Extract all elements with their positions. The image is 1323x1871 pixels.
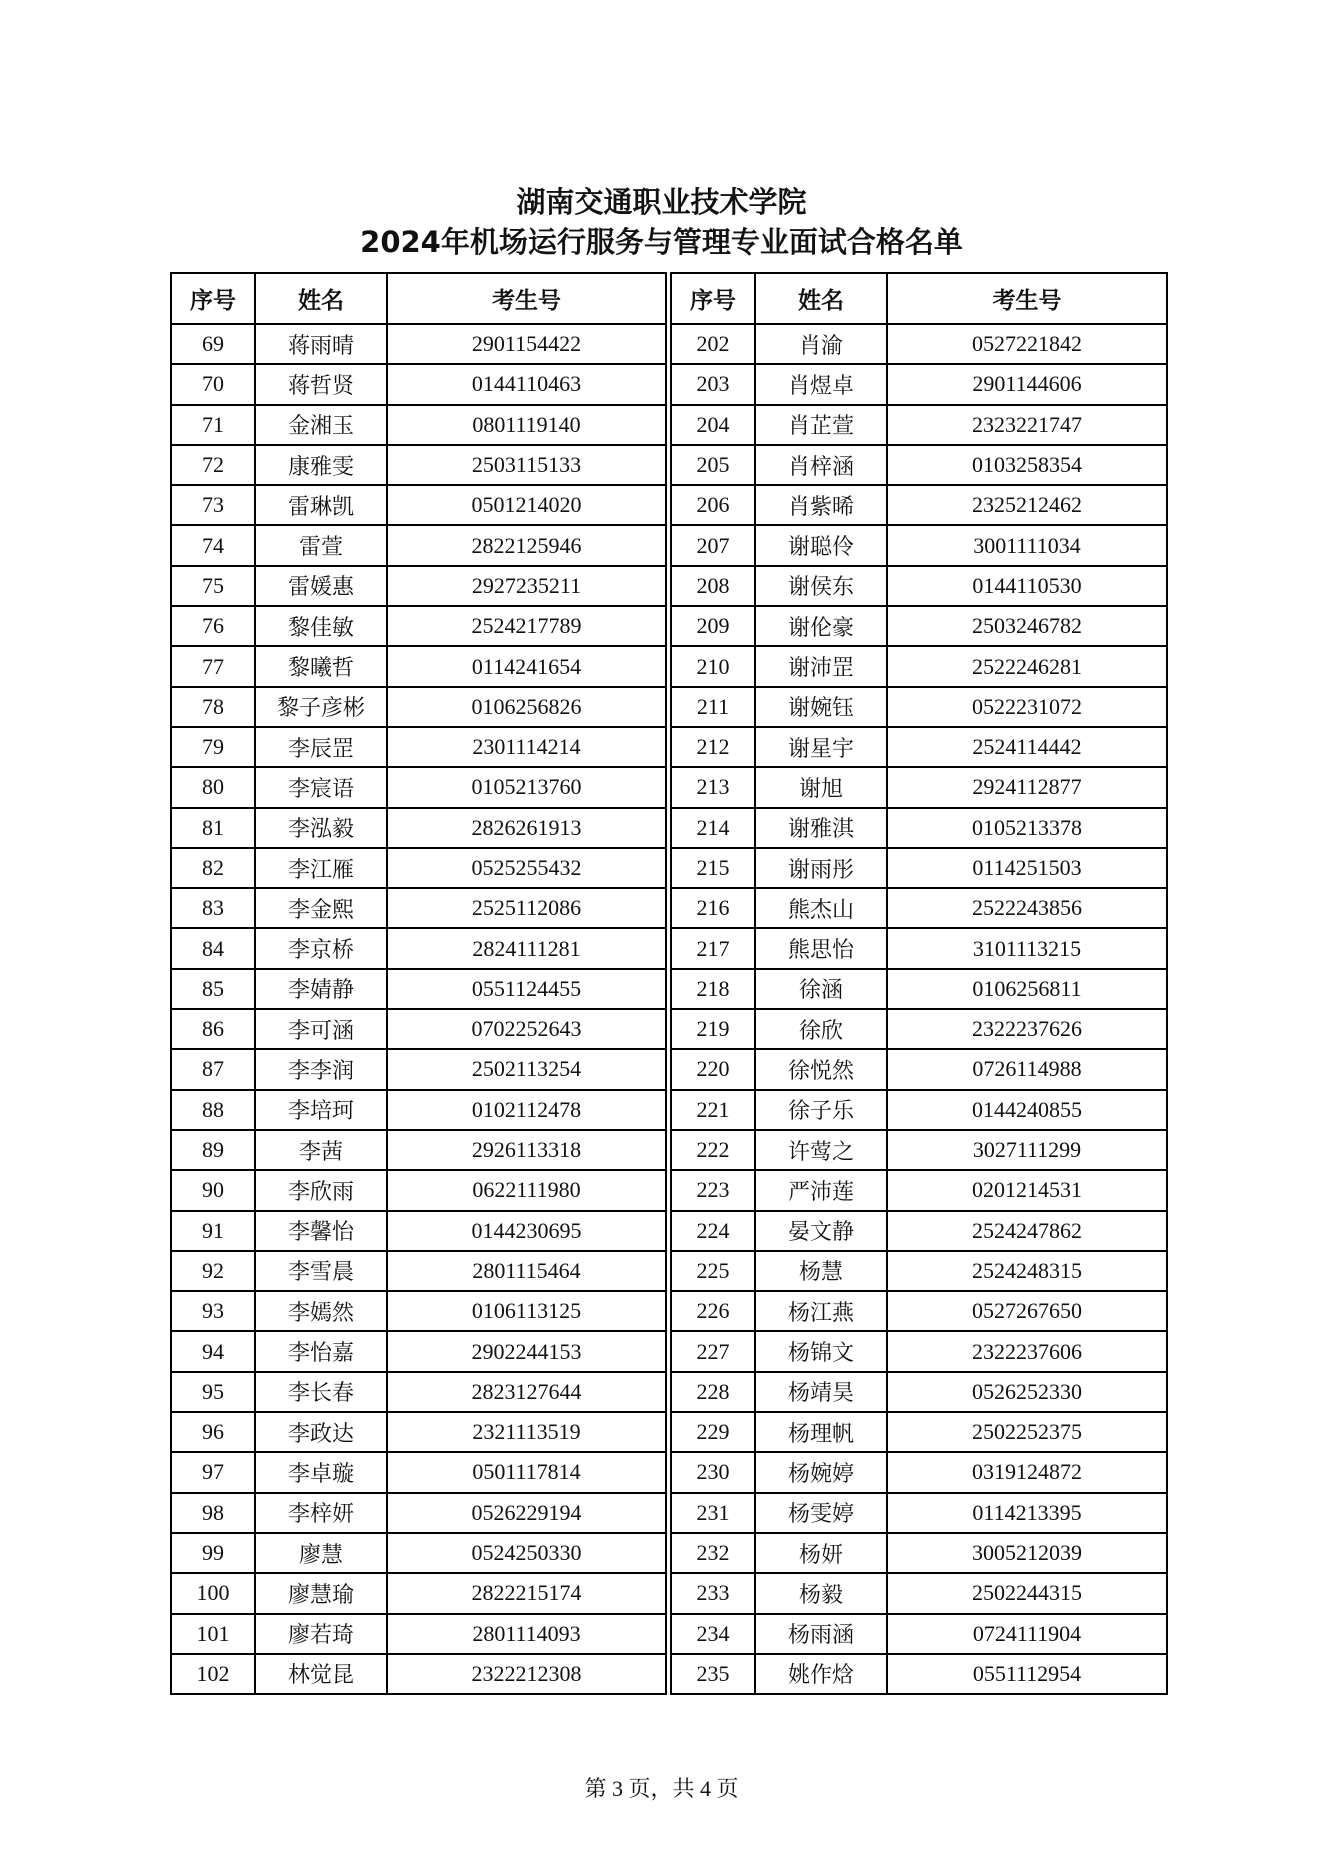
name-cell: 黎子彦彬 xyxy=(255,687,387,727)
table-row xyxy=(171,1211,666,1251)
name-cell: 李卓璇 xyxy=(255,1452,387,1492)
name-cell: 李泓毅 xyxy=(255,808,387,848)
header-serial: 序号 xyxy=(671,273,755,324)
name-cell: 杨毅 xyxy=(755,1573,887,1613)
table-row xyxy=(171,1009,666,1049)
table-row xyxy=(171,324,666,364)
header-serial: 序号 xyxy=(171,273,255,324)
name-cell: 徐悦然 xyxy=(755,1049,887,1089)
name-cell: 许莺之 xyxy=(755,1130,887,1170)
exam-number-cell: 2322237626 xyxy=(887,1009,1167,1049)
name-cell: 杨慧 xyxy=(755,1251,887,1291)
exam-number-cell: 2524217789 xyxy=(387,606,666,646)
serial-cell: 208 xyxy=(671,566,755,606)
serial-cell: 213 xyxy=(671,767,755,807)
table-row xyxy=(171,1372,666,1412)
table-row xyxy=(171,1251,666,1291)
exam-number-cell: 2522243856 xyxy=(887,888,1167,928)
exam-number-cell: 0526252330 xyxy=(887,1372,1167,1412)
name-cell: 谢婉钰 xyxy=(755,687,887,727)
table-row xyxy=(171,606,666,646)
table-row xyxy=(671,364,1167,404)
exam-number-cell: 2824111281 xyxy=(387,928,666,968)
name-cell: 李江雁 xyxy=(255,848,387,888)
serial-cell: 100 xyxy=(171,1573,255,1613)
serial-cell: 215 xyxy=(671,848,755,888)
serial-cell: 234 xyxy=(671,1614,755,1654)
serial-cell: 202 xyxy=(671,324,755,364)
header-name: 姓名 xyxy=(755,273,887,324)
name-cell: 肖煜卓 xyxy=(755,364,887,404)
table-row xyxy=(671,767,1167,807)
document-title-institution: 湖南交通职业技术学院 xyxy=(516,185,807,219)
name-cell: 李嫣然 xyxy=(255,1291,387,1331)
table-row xyxy=(671,1211,1167,1251)
name-cell: 蒋雨晴 xyxy=(255,324,387,364)
serial-cell: 79 xyxy=(171,727,255,767)
exam-number-cell: 0551124455 xyxy=(387,969,666,1009)
exam-number-cell: 3001111034 xyxy=(887,525,1167,565)
name-cell: 李欣雨 xyxy=(255,1170,387,1210)
exam-number-cell: 0501214020 xyxy=(387,485,666,525)
exam-number-cell: 2823127644 xyxy=(387,1372,666,1412)
table-row xyxy=(671,969,1167,1009)
exam-number-cell: 0724111904 xyxy=(887,1614,1167,1654)
serial-cell: 232 xyxy=(671,1533,755,1573)
table-row xyxy=(171,1533,666,1573)
serial-cell: 211 xyxy=(671,687,755,727)
table-row xyxy=(671,1291,1167,1331)
table-row xyxy=(171,1331,666,1371)
name-cell: 李宸语 xyxy=(255,767,387,807)
name-cell: 李京桥 xyxy=(255,928,387,968)
name-cell: 肖芷萱 xyxy=(755,405,887,445)
exam-number-cell: 3101113215 xyxy=(887,928,1167,968)
exam-number-cell: 2801115464 xyxy=(387,1251,666,1291)
exam-number-cell: 2524248315 xyxy=(887,1251,1167,1291)
name-cell: 杨江燕 xyxy=(755,1291,887,1331)
serial-cell: 101 xyxy=(171,1614,255,1654)
table-row xyxy=(671,1614,1167,1654)
exam-number-cell: 2901154422 xyxy=(387,324,666,364)
serial-cell: 217 xyxy=(671,928,755,968)
table-row xyxy=(671,1412,1167,1452)
name-cell: 徐子乐 xyxy=(755,1090,887,1130)
exam-number-cell: 2323221747 xyxy=(887,405,1167,445)
exam-number-cell: 2801114093 xyxy=(387,1614,666,1654)
name-cell: 李梓妍 xyxy=(255,1493,387,1533)
serial-cell: 205 xyxy=(671,445,755,485)
exam-number-cell: 2927235211 xyxy=(387,566,666,606)
name-cell: 肖梓涵 xyxy=(755,445,887,485)
serial-cell: 73 xyxy=(171,485,255,525)
table-row xyxy=(671,405,1167,445)
serial-cell: 230 xyxy=(671,1452,755,1492)
table-row xyxy=(671,687,1167,727)
name-cell: 雷琳凯 xyxy=(255,485,387,525)
table-row xyxy=(171,969,666,1009)
table-row xyxy=(671,1251,1167,1291)
serial-cell: 72 xyxy=(171,445,255,485)
exam-number-cell: 0201214531 xyxy=(887,1170,1167,1210)
name-cell: 谢星宇 xyxy=(755,727,887,767)
table-row xyxy=(171,767,666,807)
table-row xyxy=(671,566,1167,606)
name-cell: 杨靖昊 xyxy=(755,1372,887,1412)
serial-cell: 93 xyxy=(171,1291,255,1331)
name-cell: 雷媛惠 xyxy=(255,566,387,606)
exam-number-cell: 2301114214 xyxy=(387,727,666,767)
exam-number-cell: 2503115133 xyxy=(387,445,666,485)
serial-cell: 94 xyxy=(171,1331,255,1371)
serial-cell: 80 xyxy=(171,767,255,807)
table-row xyxy=(671,324,1167,364)
table-row xyxy=(171,848,666,888)
name-cell: 杨雨涵 xyxy=(755,1614,887,1654)
serial-cell: 235 xyxy=(671,1654,755,1694)
exam-number-cell: 0524250330 xyxy=(387,1533,666,1573)
name-cell: 李可涵 xyxy=(255,1009,387,1049)
document-title-list: 2024年机场运行服务与管理专业面试合格名单 xyxy=(360,225,963,259)
exam-number-cell: 0105213760 xyxy=(387,767,666,807)
name-cell: 杨雯婷 xyxy=(755,1493,887,1533)
name-cell: 李茜 xyxy=(255,1130,387,1170)
exam-number-cell: 2524114442 xyxy=(887,727,1167,767)
table-row xyxy=(671,848,1167,888)
table-row xyxy=(171,1614,666,1654)
exam-number-cell: 2502113254 xyxy=(387,1049,666,1089)
exam-number-cell: 0106256811 xyxy=(887,969,1167,1009)
exam-number-cell: 0527267650 xyxy=(887,1291,1167,1331)
exam-number-cell: 2826261913 xyxy=(387,808,666,848)
serial-cell: 71 xyxy=(171,405,255,445)
exam-number-cell: 0106256826 xyxy=(387,687,666,727)
header-exam-number: 考生号 xyxy=(387,273,666,324)
table-row xyxy=(671,888,1167,928)
table-row xyxy=(671,485,1167,525)
exam-number-cell: 0105213378 xyxy=(887,808,1167,848)
name-cell: 谢侯东 xyxy=(755,566,887,606)
table-row xyxy=(171,888,666,928)
serial-cell: 225 xyxy=(671,1251,755,1291)
table-row xyxy=(171,445,666,485)
table-row xyxy=(671,1090,1167,1130)
exam-number-cell: 0801119140 xyxy=(387,405,666,445)
page-footer: 第 3 页，共 4 页 xyxy=(584,1776,739,1801)
exam-number-cell: 2926113318 xyxy=(387,1130,666,1170)
serial-cell: 92 xyxy=(171,1251,255,1291)
table-row xyxy=(171,485,666,525)
name-cell: 李雪晨 xyxy=(255,1251,387,1291)
name-cell: 徐欣 xyxy=(755,1009,887,1049)
table-row xyxy=(671,1452,1167,1492)
name-cell: 林觉昆 xyxy=(255,1654,387,1694)
name-cell: 李辰罡 xyxy=(255,727,387,767)
serial-cell: 218 xyxy=(671,969,755,1009)
header-name: 姓名 xyxy=(255,273,387,324)
name-cell: 李怡嘉 xyxy=(255,1331,387,1371)
table-row xyxy=(171,1493,666,1533)
serial-cell: 214 xyxy=(671,808,755,848)
serial-cell: 99 xyxy=(171,1533,255,1573)
serial-cell: 228 xyxy=(671,1372,755,1412)
table-row xyxy=(171,646,666,686)
serial-cell: 81 xyxy=(171,808,255,848)
name-cell: 廖慧瑜 xyxy=(255,1573,387,1613)
serial-cell: 229 xyxy=(671,1412,755,1452)
exam-number-cell: 0114241654 xyxy=(387,646,666,686)
name-cell: 康雅雯 xyxy=(255,445,387,485)
table-row xyxy=(171,1049,666,1089)
exam-number-cell: 0622111980 xyxy=(387,1170,666,1210)
table-row xyxy=(671,1493,1167,1533)
table-row xyxy=(171,364,666,404)
serial-cell: 87 xyxy=(171,1049,255,1089)
table-row xyxy=(671,1049,1167,1089)
table-row xyxy=(171,928,666,968)
serial-cell: 76 xyxy=(171,606,255,646)
exam-number-cell: 0527221842 xyxy=(887,324,1167,364)
name-cell: 廖若琦 xyxy=(255,1614,387,1654)
name-cell: 李婧静 xyxy=(255,969,387,1009)
exam-number-cell: 0102112478 xyxy=(387,1090,666,1130)
serial-cell: 203 xyxy=(671,364,755,404)
serial-cell: 91 xyxy=(171,1211,255,1251)
name-cell: 肖紫晞 xyxy=(755,485,887,525)
exam-number-cell: 2924112877 xyxy=(887,767,1167,807)
exam-number-cell: 0114251503 xyxy=(887,848,1167,888)
name-cell: 熊思怡 xyxy=(755,928,887,968)
table-row xyxy=(671,1372,1167,1412)
exam-number-cell: 2822125946 xyxy=(387,525,666,565)
serial-cell: 98 xyxy=(171,1493,255,1533)
table-row xyxy=(171,405,666,445)
name-cell: 黎曦哲 xyxy=(255,646,387,686)
serial-cell: 102 xyxy=(171,1654,255,1694)
exam-number-cell: 2322237606 xyxy=(887,1331,1167,1371)
table-row xyxy=(171,1090,666,1130)
header-exam-number: 考生号 xyxy=(887,273,1167,324)
left-candidate-table xyxy=(170,272,667,1695)
name-cell: 黎佳敏 xyxy=(255,606,387,646)
exam-number-cell: 2902244153 xyxy=(387,1331,666,1371)
exam-number-cell: 0501117814 xyxy=(387,1452,666,1492)
table-row xyxy=(671,1654,1167,1694)
exam-number-cell: 2502252375 xyxy=(887,1412,1167,1452)
name-cell: 蒋哲贤 xyxy=(255,364,387,404)
table-row xyxy=(171,808,666,848)
name-cell: 李馨怡 xyxy=(255,1211,387,1251)
exam-number-cell: 0114213395 xyxy=(887,1493,1167,1533)
serial-cell: 212 xyxy=(671,727,755,767)
serial-cell: 221 xyxy=(671,1090,755,1130)
serial-cell: 226 xyxy=(671,1291,755,1331)
serial-cell: 210 xyxy=(671,646,755,686)
exam-number-cell: 2321113519 xyxy=(387,1412,666,1452)
table-row xyxy=(171,1170,666,1210)
name-cell: 谢聪伶 xyxy=(755,525,887,565)
serial-cell: 83 xyxy=(171,888,255,928)
table-row xyxy=(671,1533,1167,1573)
table-row xyxy=(671,606,1167,646)
table-row xyxy=(171,566,666,606)
exam-number-cell: 0522231072 xyxy=(887,687,1167,727)
serial-cell: 82 xyxy=(171,848,255,888)
serial-cell: 86 xyxy=(171,1009,255,1049)
exam-number-cell: 0144240855 xyxy=(887,1090,1167,1130)
serial-cell: 95 xyxy=(171,1372,255,1412)
exam-number-cell: 0551112954 xyxy=(887,1654,1167,1694)
exam-number-cell: 2503246782 xyxy=(887,606,1167,646)
table-row xyxy=(171,1573,666,1613)
table-row xyxy=(671,928,1167,968)
serial-cell: 85 xyxy=(171,969,255,1009)
exam-number-cell: 2325212462 xyxy=(887,485,1167,525)
serial-cell: 216 xyxy=(671,888,755,928)
exam-number-cell: 2525112086 xyxy=(387,888,666,928)
name-cell: 廖慧 xyxy=(255,1533,387,1573)
name-cell: 杨妍 xyxy=(755,1533,887,1573)
serial-cell: 207 xyxy=(671,525,755,565)
name-cell: 杨理帆 xyxy=(755,1412,887,1452)
name-cell: 谢雨彤 xyxy=(755,848,887,888)
table-header-row xyxy=(171,273,666,324)
table-row xyxy=(671,445,1167,485)
name-cell: 雷萱 xyxy=(255,525,387,565)
exam-number-cell: 0103258354 xyxy=(887,445,1167,485)
exam-number-cell: 0702252643 xyxy=(387,1009,666,1049)
serial-cell: 233 xyxy=(671,1573,755,1613)
exam-number-cell: 0106113125 xyxy=(387,1291,666,1331)
table-row xyxy=(671,1331,1167,1371)
serial-cell: 89 xyxy=(171,1130,255,1170)
name-cell: 谢沛罡 xyxy=(755,646,887,686)
table-row xyxy=(671,525,1167,565)
name-cell: 严沛莲 xyxy=(755,1170,887,1210)
serial-cell: 74 xyxy=(171,525,255,565)
name-cell: 谢旭 xyxy=(755,767,887,807)
exam-number-cell: 0144110530 xyxy=(887,566,1167,606)
name-cell: 杨婉婷 xyxy=(755,1452,887,1492)
exam-number-cell: 0144230695 xyxy=(387,1211,666,1251)
exam-number-cell: 3005212039 xyxy=(887,1533,1167,1573)
name-cell: 金湘玉 xyxy=(255,405,387,445)
serial-cell: 69 xyxy=(171,324,255,364)
table-row xyxy=(171,1291,666,1331)
name-cell: 谢雅淇 xyxy=(755,808,887,848)
table-header-row xyxy=(671,273,1167,324)
right-candidate-table xyxy=(670,272,1168,1695)
table-row xyxy=(171,1452,666,1492)
serial-cell: 204 xyxy=(671,405,755,445)
table-row xyxy=(171,727,666,767)
serial-cell: 220 xyxy=(671,1049,755,1089)
name-cell: 李李润 xyxy=(255,1049,387,1089)
exam-number-cell: 2524247862 xyxy=(887,1211,1167,1251)
exam-number-cell: 0144110463 xyxy=(387,364,666,404)
exam-number-cell: 0726114988 xyxy=(887,1049,1167,1089)
serial-cell: 206 xyxy=(671,485,755,525)
serial-cell: 222 xyxy=(671,1130,755,1170)
exam-number-cell: 0526229194 xyxy=(387,1493,666,1533)
exam-number-cell: 2322212308 xyxy=(387,1654,666,1694)
exam-number-cell: 2901144606 xyxy=(887,364,1167,404)
table-row xyxy=(671,808,1167,848)
serial-cell: 224 xyxy=(671,1211,755,1251)
name-cell: 杨锦文 xyxy=(755,1331,887,1371)
serial-cell: 97 xyxy=(171,1452,255,1492)
exam-number-cell: 2822215174 xyxy=(387,1573,666,1613)
serial-cell: 78 xyxy=(171,687,255,727)
name-cell: 李政达 xyxy=(255,1412,387,1452)
name-cell: 徐涵 xyxy=(755,969,887,1009)
serial-cell: 227 xyxy=(671,1331,755,1371)
exam-number-cell: 2522246281 xyxy=(887,646,1167,686)
name-cell: 熊杰山 xyxy=(755,888,887,928)
serial-cell: 90 xyxy=(171,1170,255,1210)
serial-cell: 84 xyxy=(171,928,255,968)
table-row xyxy=(671,646,1167,686)
name-cell: 李长春 xyxy=(255,1372,387,1412)
serial-cell: 96 xyxy=(171,1412,255,1452)
serial-cell: 219 xyxy=(671,1009,755,1049)
table-row xyxy=(671,1009,1167,1049)
name-cell: 谢伦豪 xyxy=(755,606,887,646)
exam-number-cell: 0525255432 xyxy=(387,848,666,888)
serial-cell: 75 xyxy=(171,566,255,606)
table-row xyxy=(671,1130,1167,1170)
table-row xyxy=(171,1130,666,1170)
exam-number-cell: 0319124872 xyxy=(887,1452,1167,1492)
serial-cell: 223 xyxy=(671,1170,755,1210)
serial-cell: 88 xyxy=(171,1090,255,1130)
serial-cell: 231 xyxy=(671,1493,755,1533)
name-cell: 李金熙 xyxy=(255,888,387,928)
serial-cell: 70 xyxy=(171,364,255,404)
serial-cell: 77 xyxy=(171,646,255,686)
name-cell: 李培珂 xyxy=(255,1090,387,1130)
serial-cell: 209 xyxy=(671,606,755,646)
table-row xyxy=(171,687,666,727)
table-row xyxy=(671,1573,1167,1613)
table-row xyxy=(171,1654,666,1694)
name-cell: 肖渝 xyxy=(755,324,887,364)
exam-number-cell: 2502244315 xyxy=(887,1573,1167,1613)
table-row xyxy=(671,1170,1167,1210)
table-row xyxy=(671,727,1167,767)
table-row xyxy=(171,1412,666,1452)
name-cell: 姚作焓 xyxy=(755,1654,887,1694)
exam-number-cell: 3027111299 xyxy=(887,1130,1167,1170)
table-row xyxy=(171,525,666,565)
name-cell: 晏文静 xyxy=(755,1211,887,1251)
